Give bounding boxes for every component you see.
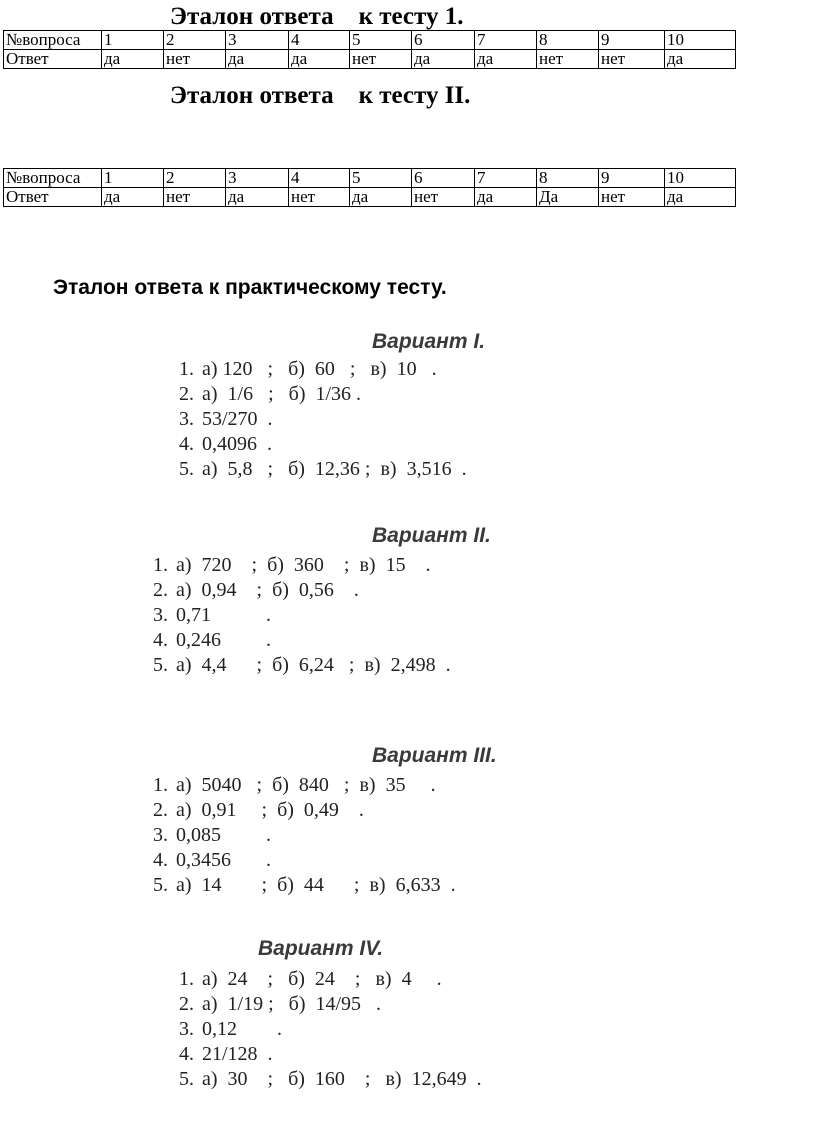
table-cell: 9 xyxy=(599,169,665,188)
table-cell: 6 xyxy=(412,169,475,188)
answer-number: 2. xyxy=(153,579,168,601)
answer-number: 5. xyxy=(179,1068,194,1090)
table-cell: 1 xyxy=(102,169,164,188)
table-cell: да xyxy=(226,50,289,69)
answer-number: 2. xyxy=(179,383,194,405)
table-cell: 7 xyxy=(475,31,537,50)
table-cell: да xyxy=(102,188,164,207)
answer-text: а) 0,91 ; б) 0,49 . xyxy=(176,799,364,821)
answer-text: 0,3456 . xyxy=(176,849,271,871)
answer-number: 4. xyxy=(153,629,168,651)
table-cell: да xyxy=(475,188,537,207)
answer-text: а) 5040 ; б) 840 ; в) 35 . xyxy=(176,774,436,796)
answer-text: 21/128 . xyxy=(202,1043,273,1065)
test1-heading: Эталон ответа к тесту 1. xyxy=(170,3,464,30)
answer-number: 3. xyxy=(179,1018,194,1040)
table-row-question-numbers xyxy=(4,31,736,50)
table-cell: Ответ xyxy=(4,50,102,69)
test2-heading: Эталон ответа к тесту II. xyxy=(170,82,471,109)
table-cell: нет xyxy=(164,188,226,207)
table-cell: 6 xyxy=(412,31,475,50)
answer-number: 3. xyxy=(153,604,168,626)
table-cell: да xyxy=(412,50,475,69)
answer-number: 5. xyxy=(179,458,194,480)
answer-number: 1. xyxy=(179,968,194,990)
table-cell: да xyxy=(102,50,164,69)
table-cell: 4 xyxy=(289,31,350,50)
answer-number: 1. xyxy=(153,554,168,576)
answer-number: 4. xyxy=(153,849,168,871)
table-cell: 5 xyxy=(350,31,412,50)
practical-test-heading: Эталон ответа к практическому тесту. xyxy=(53,276,447,299)
table-cell: 8 xyxy=(537,31,599,50)
answer-number: 5. xyxy=(153,654,168,676)
table-cell: №вопроса xyxy=(4,31,102,50)
table-cell: нет xyxy=(164,50,226,69)
table-cell: нет xyxy=(412,188,475,207)
variant-1-title: Вариант I. xyxy=(372,330,486,353)
answer-text: а) 0,94 ; б) 0,56 . xyxy=(176,579,359,601)
answer-text: 53/270 . xyxy=(202,408,273,430)
test2-answer-table xyxy=(3,168,736,207)
answer-text: а) 4,4 ; б) 6,24 ; в) 2,498 . xyxy=(176,654,451,676)
answer-text: а) 14 ; б) 44 ; в) 6,633 . xyxy=(176,874,456,896)
answer-number: 5. xyxy=(153,874,168,896)
table-cell: нет xyxy=(599,50,665,69)
table-cell: 4 xyxy=(289,169,350,188)
answer-number: 1. xyxy=(179,358,194,380)
table-cell: да xyxy=(475,50,537,69)
table-cell: 1 xyxy=(102,31,164,50)
answer-text: а) 5,8 ; б) 12,36 ; в) 3,516 . xyxy=(202,458,467,480)
answer-text: а) 1/6 ; б) 1/36 . xyxy=(202,383,362,405)
answer-text: 0,246 . xyxy=(176,629,271,651)
answer-number: 3. xyxy=(179,408,194,430)
table-row-question-numbers xyxy=(4,169,736,188)
answer-text: а) 24 ; б) 24 ; в) 4 . xyxy=(202,968,442,990)
table-cell: 7 xyxy=(475,169,537,188)
table-cell: 3 xyxy=(226,31,289,50)
answer-text: а) 30 ; б) 160 ; в) 12,649 . xyxy=(202,1068,482,1090)
answer-number: 4. xyxy=(179,433,194,455)
variant-2-title: Вариант II. xyxy=(372,524,491,547)
table-cell: №вопроса xyxy=(4,169,102,188)
table-cell: Да xyxy=(537,188,599,207)
table-cell: нет xyxy=(599,188,665,207)
table-cell: Ответ xyxy=(4,188,102,207)
table-cell: да xyxy=(665,188,736,207)
table-cell: 9 xyxy=(599,31,665,50)
test1-answer-table xyxy=(3,30,736,69)
table-cell: да xyxy=(350,188,412,207)
table-cell: 5 xyxy=(350,169,412,188)
table-cell: да xyxy=(226,188,289,207)
answer-number: 1. xyxy=(153,774,168,796)
table-cell: да xyxy=(289,50,350,69)
answer-text: а) 1/19 ; б) 14/95 . xyxy=(202,993,382,1015)
table-cell: 3 xyxy=(226,169,289,188)
answer-text: 0,085 . xyxy=(176,824,271,846)
answer-number: 3. xyxy=(153,824,168,846)
answer-number: 4. xyxy=(179,1043,194,1065)
table-cell: нет xyxy=(289,188,350,207)
table-cell: 10 xyxy=(665,31,736,50)
table-cell: 2 xyxy=(164,31,226,50)
variant-3-title: Вариант III. xyxy=(372,744,497,767)
answer-text: 0,71 . xyxy=(176,604,271,626)
answer-text: а) 720 ; б) 360 ; в) 15 . xyxy=(176,554,431,576)
answer-number: 2. xyxy=(153,799,168,821)
table-cell: 10 xyxy=(665,169,736,188)
answer-text: 0,12 . xyxy=(202,1018,282,1040)
answer-number: 2. xyxy=(179,993,194,1015)
table-cell: да xyxy=(665,50,736,69)
table-cell: нет xyxy=(537,50,599,69)
table-cell: 2 xyxy=(164,169,226,188)
table-cell: 8 xyxy=(537,169,599,188)
table-row-answers xyxy=(4,188,736,207)
table-cell: нет xyxy=(350,50,412,69)
answer-text: 0,4096 . xyxy=(202,433,272,455)
answer-text: а) 120 ; б) 60 ; в) 10 . xyxy=(202,358,437,380)
table-row-answers xyxy=(4,50,736,69)
variant-4-title: Вариант IV. xyxy=(258,937,384,960)
